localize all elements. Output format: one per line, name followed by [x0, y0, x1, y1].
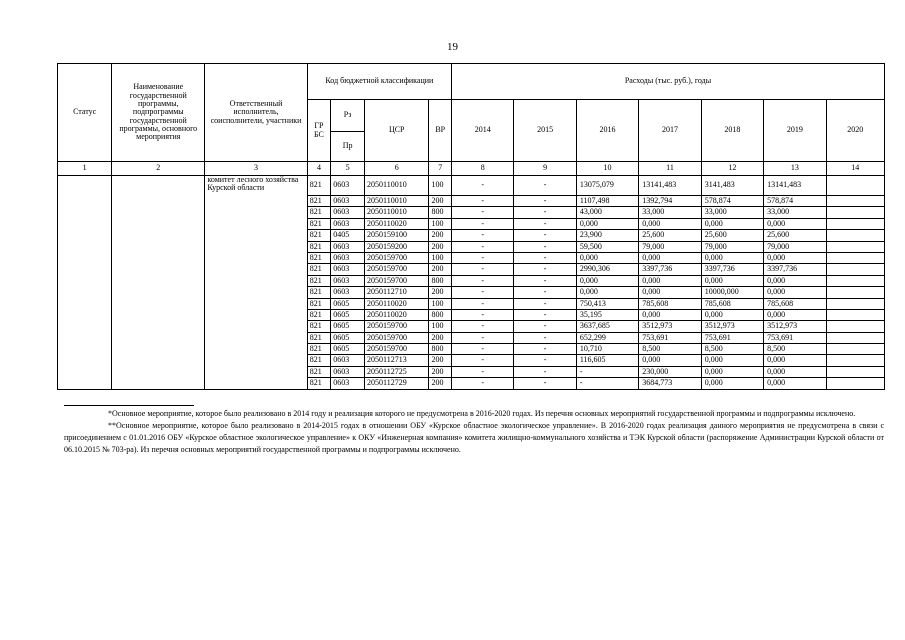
vr-cell: 200: [429, 366, 452, 377]
grbs-cell: 821: [307, 378, 331, 389]
year-2014-cell: -: [452, 355, 514, 366]
header-year-2019: 2019: [764, 100, 826, 162]
year-2016-cell: 0,000: [576, 252, 638, 263]
grbs-cell: 821: [307, 176, 331, 196]
year-2015-cell: -: [514, 298, 576, 309]
year-2015-cell: -: [514, 275, 576, 286]
header-csr: ЦСР: [364, 100, 428, 162]
col-number: 12: [701, 162, 763, 176]
rz-pr-cell: 0605: [331, 298, 365, 309]
col-number: 6: [364, 162, 428, 176]
year-2015-cell: -: [514, 366, 576, 377]
rz-pr-cell: 0603: [331, 264, 365, 275]
grbs-cell: 821: [307, 252, 331, 263]
grbs-cell: 821: [307, 321, 331, 332]
status-cell: [58, 176, 112, 390]
vr-cell: 100: [429, 252, 452, 263]
year-2017-cell: 753,691: [639, 332, 701, 343]
year-2015-cell: -: [514, 196, 576, 207]
year-2015-cell: -: [514, 344, 576, 355]
rz-pr-cell: 0603: [331, 241, 365, 252]
csr-cell: 2050112713: [364, 355, 428, 366]
csr-cell: 2050159700: [364, 252, 428, 263]
year-2019-cell: 0,000: [764, 309, 826, 320]
grbs-cell: 821: [307, 298, 331, 309]
rz-pr-cell: 0603: [331, 287, 365, 298]
csr-cell: 2050112710: [364, 287, 428, 298]
year-2017-cell: 33,000: [639, 207, 701, 218]
year-2019-cell: 0,000: [764, 366, 826, 377]
footnote-1: *Основное мероприятие, которое было реализовано в 2014 году и реализация которого не предусмотрена в 2016-2020 годах. Из перечня основных мероприятий государственной программы и подпрограммы исключено.: [108, 409, 856, 418]
rz-pr-cell: 0603: [331, 275, 365, 286]
csr-cell: 2050110010: [364, 207, 428, 218]
col-number: 3: [205, 162, 307, 176]
year-2018-cell: 3141,483: [701, 176, 763, 196]
year-2014-cell: -: [452, 298, 514, 309]
year-2019-cell: 0,000: [764, 252, 826, 263]
grbs-cell: 821: [307, 287, 331, 298]
year-2017-cell: 0,000: [639, 218, 701, 229]
vr-cell: 800: [429, 309, 452, 320]
year-2018-cell: 0,000: [701, 355, 763, 366]
year-2020-cell: [826, 309, 884, 320]
col-number: 8: [452, 162, 514, 176]
year-2017-cell: 3684,773: [639, 378, 701, 389]
year-2015-cell: -: [514, 252, 576, 263]
col-number: 11: [639, 162, 701, 176]
vr-cell: 200: [429, 355, 452, 366]
year-2015-cell: -: [514, 264, 576, 275]
year-2019-cell: 785,608: [764, 298, 826, 309]
year-2016-cell: 59,500: [576, 241, 638, 252]
year-2016-cell: 0,000: [576, 275, 638, 286]
csr-cell: 2050159700: [364, 332, 428, 343]
year-2020-cell: [826, 344, 884, 355]
col-number: 5: [331, 162, 365, 176]
year-2015-cell: -: [514, 176, 576, 196]
year-2016-cell: -: [576, 378, 638, 389]
csr-cell: 2050110020: [364, 218, 428, 229]
grbs-cell: 821: [307, 366, 331, 377]
rz-pr-cell: 0405: [331, 230, 365, 241]
year-2019-cell: 0,000: [764, 275, 826, 286]
year-2014-cell: -: [452, 344, 514, 355]
header-year-2015: 2015: [514, 100, 576, 162]
year-2015-cell: -: [514, 309, 576, 320]
year-2016-cell: -: [576, 366, 638, 377]
year-2017-cell: 79,000: [639, 241, 701, 252]
header-executor: Ответственный исполнитель, соисполнители, участники: [205, 64, 307, 162]
year-2015-cell: -: [514, 207, 576, 218]
year-2020-cell: [826, 355, 884, 366]
rz-pr-cell: 0603: [331, 207, 365, 218]
year-2017-cell: 785,608: [639, 298, 701, 309]
year-2020-cell: [826, 332, 884, 343]
year-2018-cell: 0,000: [701, 252, 763, 263]
year-2016-cell: 43,000: [576, 207, 638, 218]
vr-cell: 800: [429, 275, 452, 286]
year-2015-cell: -: [514, 287, 576, 298]
year-2015-cell: -: [514, 321, 576, 332]
executor-cell: комитет лесного хозяйства Курской области: [205, 176, 307, 390]
rz-pr-cell: 0605: [331, 309, 365, 320]
year-2016-cell: 750,413: [576, 298, 638, 309]
year-2016-cell: 0,000: [576, 287, 638, 298]
program-name-cell: [112, 176, 205, 390]
year-2014-cell: -: [452, 275, 514, 286]
vr-cell: 200: [429, 378, 452, 389]
year-2018-cell: 3512,973: [701, 321, 763, 332]
col-number: 4: [307, 162, 331, 176]
grbs-cell: 821: [307, 275, 331, 286]
year-2017-cell: 13141,483: [639, 176, 701, 196]
csr-cell: 2050159100: [364, 230, 428, 241]
year-2015-cell: -: [514, 378, 576, 389]
year-2019-cell: 0,000: [764, 218, 826, 229]
year-2019-cell: 0,000: [764, 287, 826, 298]
year-2014-cell: -: [452, 321, 514, 332]
year-2017-cell: 0,000: [639, 287, 701, 298]
year-2020-cell: [826, 298, 884, 309]
year-2019-cell: 3397,736: [764, 264, 826, 275]
year-2014-cell: -: [452, 332, 514, 343]
year-2015-cell: -: [514, 218, 576, 229]
year-2020-cell: [826, 207, 884, 218]
year-2018-cell: 0,000: [701, 275, 763, 286]
grbs-cell: 821: [307, 196, 331, 207]
csr-cell: 2050159700: [364, 264, 428, 275]
csr-cell: 2050110020: [364, 298, 428, 309]
col-number: 13: [764, 162, 826, 176]
grbs-cell: 821: [307, 309, 331, 320]
year-2019-cell: 79,000: [764, 241, 826, 252]
grbs-cell: 821: [307, 264, 331, 275]
csr-cell: 2050112725: [364, 366, 428, 377]
year-2017-cell: 0,000: [639, 309, 701, 320]
year-2014-cell: -: [452, 176, 514, 196]
year-2018-cell: 0,000: [701, 366, 763, 377]
grbs-cell: 821: [307, 230, 331, 241]
year-2017-cell: 8,500: [639, 344, 701, 355]
vr-cell: 800: [429, 207, 452, 218]
year-2018-cell: 25,600: [701, 230, 763, 241]
grbs-cell: 821: [307, 344, 331, 355]
year-2014-cell: -: [452, 196, 514, 207]
grbs-cell: 821: [307, 241, 331, 252]
rz-pr-cell: 0603: [331, 378, 365, 389]
vr-cell: 100: [429, 218, 452, 229]
rz-pr-cell: 0603: [331, 366, 365, 377]
year-2017-cell: 1392,794: [639, 196, 701, 207]
csr-cell: 2050159700: [364, 275, 428, 286]
col-number: 2: [112, 162, 205, 176]
year-2017-cell: 230,000: [639, 366, 701, 377]
year-2020-cell: [826, 378, 884, 389]
vr-cell: 800: [429, 344, 452, 355]
year-2016-cell: 3637,685: [576, 321, 638, 332]
year-2014-cell: -: [452, 218, 514, 229]
col-number: 10: [576, 162, 638, 176]
header-expenses: Расходы (тыс. руб.), годы: [452, 64, 885, 100]
year-2018-cell: 33,000: [701, 207, 763, 218]
year-2015-cell: -: [514, 355, 576, 366]
year-2018-cell: 0,000: [701, 218, 763, 229]
year-2018-cell: 0,000: [701, 309, 763, 320]
header-status: Статус: [58, 64, 112, 162]
grbs-cell: 821: [307, 207, 331, 218]
year-2016-cell: 35,195: [576, 309, 638, 320]
year-2016-cell: 116,605: [576, 355, 638, 366]
year-2018-cell: 3397,736: [701, 264, 763, 275]
year-2016-cell: 13075,079: [576, 176, 638, 196]
vr-cell: 200: [429, 332, 452, 343]
year-2014-cell: -: [452, 287, 514, 298]
year-2015-cell: -: [514, 241, 576, 252]
year-2020-cell: [826, 264, 884, 275]
year-2016-cell: 2990,306: [576, 264, 638, 275]
year-2018-cell: 785,608: [701, 298, 763, 309]
year-2019-cell: 578,874: [764, 196, 826, 207]
year-2019-cell: 753,691: [764, 332, 826, 343]
year-2018-cell: 753,691: [701, 332, 763, 343]
vr-cell: 100: [429, 298, 452, 309]
year-2017-cell: 0,000: [639, 355, 701, 366]
year-2020-cell: [826, 275, 884, 286]
page-number: 19: [447, 41, 458, 53]
col-number: 14: [826, 162, 884, 176]
footnote-2: **Основное мероприятие, которое было реализовано в 2014-2015 годах в отношении ОБУ «Курское областное экологическое управление». В 2016-2020 годах реализация данного мероприятия не предусмотрена в связи с присоединением с 01.01.2016 ОБУ «Курское областное экологическое управление» к ОКУ «Инженерная компания» комитета жилищно-коммунального хозяйства и ТЭК Курской области (распоряжение Администрации Курской области от 06.10.2015 № 703-ра). Из перечня основных мероприятий государственной программы и подпрограммы исключено.: [64, 421, 884, 454]
grbs-cell: 821: [307, 355, 331, 366]
year-2019-cell: 13141,483: [764, 176, 826, 196]
csr-cell: 2050110020: [364, 309, 428, 320]
header-budget-code: Код бюджетной классификации: [307, 64, 451, 100]
year-2018-cell: 10000,000: [701, 287, 763, 298]
vr-cell: 100: [429, 176, 452, 196]
year-2017-cell: 25,600: [639, 230, 701, 241]
year-2016-cell: 652,299: [576, 332, 638, 343]
year-2018-cell: 0,000: [701, 378, 763, 389]
rz-pr-cell: 0605: [331, 344, 365, 355]
header-grbs: ГР БС: [307, 100, 331, 162]
header-vr: ВР: [429, 100, 452, 162]
year-2017-cell: 3397,736: [639, 264, 701, 275]
year-2014-cell: -: [452, 309, 514, 320]
year-2014-cell: -: [452, 230, 514, 241]
header-year-2016: 2016: [576, 100, 638, 162]
year-2014-cell: -: [452, 366, 514, 377]
year-2014-cell: -: [452, 207, 514, 218]
year-2019-cell: 33,000: [764, 207, 826, 218]
csr-cell: 2050112729: [364, 378, 428, 389]
year-2014-cell: -: [452, 241, 514, 252]
year-2020-cell: [826, 366, 884, 377]
year-2020-cell: [826, 230, 884, 241]
vr-cell: 200: [429, 264, 452, 275]
col-number: 9: [514, 162, 576, 176]
year-2020-cell: [826, 176, 884, 196]
year-2016-cell: 10,710: [576, 344, 638, 355]
csr-cell: 2050110010: [364, 196, 428, 207]
year-2016-cell: 23,900: [576, 230, 638, 241]
year-2019-cell: 0,000: [764, 378, 826, 389]
year-2020-cell: [826, 287, 884, 298]
year-2020-cell: [826, 252, 884, 263]
year-2019-cell: 8,500: [764, 344, 826, 355]
year-2014-cell: -: [452, 264, 514, 275]
year-2020-cell: [826, 196, 884, 207]
vr-cell: 200: [429, 241, 452, 252]
year-2016-cell: 1107,498: [576, 196, 638, 207]
year-2017-cell: 0,000: [639, 252, 701, 263]
year-2018-cell: 8,500: [701, 344, 763, 355]
year-2015-cell: -: [514, 230, 576, 241]
grbs-cell: 821: [307, 332, 331, 343]
footnotes: [64, 405, 884, 456]
header-year-2017: 2017: [639, 100, 701, 162]
header-year-2014: 2014: [452, 100, 514, 162]
table-row: [58, 176, 885, 196]
year-2019-cell: 0,000: [764, 355, 826, 366]
vr-cell: 200: [429, 196, 452, 207]
rz-pr-cell: 0603: [331, 252, 365, 263]
rz-pr-cell: 0603: [331, 355, 365, 366]
rz-pr-cell: 0603: [331, 218, 365, 229]
year-2015-cell: -: [514, 332, 576, 343]
budget-table: [57, 63, 885, 390]
year-2017-cell: 3512,973: [639, 321, 701, 332]
header-year-2018: 2018: [701, 100, 763, 162]
year-2020-cell: [826, 321, 884, 332]
year-2017-cell: 0,000: [639, 275, 701, 286]
header-name: Наименование государственной программы, подпрограммы государственной программы, основного мероприятия: [112, 64, 205, 162]
col-number: 7: [429, 162, 452, 176]
vr-cell: 100: [429, 321, 452, 332]
year-2016-cell: 0,000: [576, 218, 638, 229]
rz-pr-cell: 0605: [331, 332, 365, 343]
year-2019-cell: 25,600: [764, 230, 826, 241]
csr-cell: 2050110010: [364, 176, 428, 196]
csr-cell: 2050159700: [364, 344, 428, 355]
table-body: [58, 176, 885, 390]
year-2020-cell: [826, 241, 884, 252]
year-2019-cell: 3512,973: [764, 321, 826, 332]
header-rz: Рз: [331, 100, 365, 132]
year-2014-cell: -: [452, 378, 514, 389]
rz-pr-cell: 0603: [331, 196, 365, 207]
year-2020-cell: [826, 218, 884, 229]
csr-cell: 2050159200: [364, 241, 428, 252]
year-2014-cell: -: [452, 252, 514, 263]
rz-pr-cell: 0605: [331, 321, 365, 332]
rz-pr-cell: 0603: [331, 176, 365, 196]
header-year-2020: 2020: [826, 100, 884, 162]
grbs-cell: 821: [307, 218, 331, 229]
header-pr: Пр: [331, 132, 365, 162]
col-number: 1: [58, 162, 112, 176]
vr-cell: 200: [429, 230, 452, 241]
csr-cell: 2050159700: [364, 321, 428, 332]
year-2018-cell: 79,000: [701, 241, 763, 252]
year-2018-cell: 578,874: [701, 196, 763, 207]
vr-cell: 200: [429, 287, 452, 298]
footnote-divider: [64, 405, 194, 406]
